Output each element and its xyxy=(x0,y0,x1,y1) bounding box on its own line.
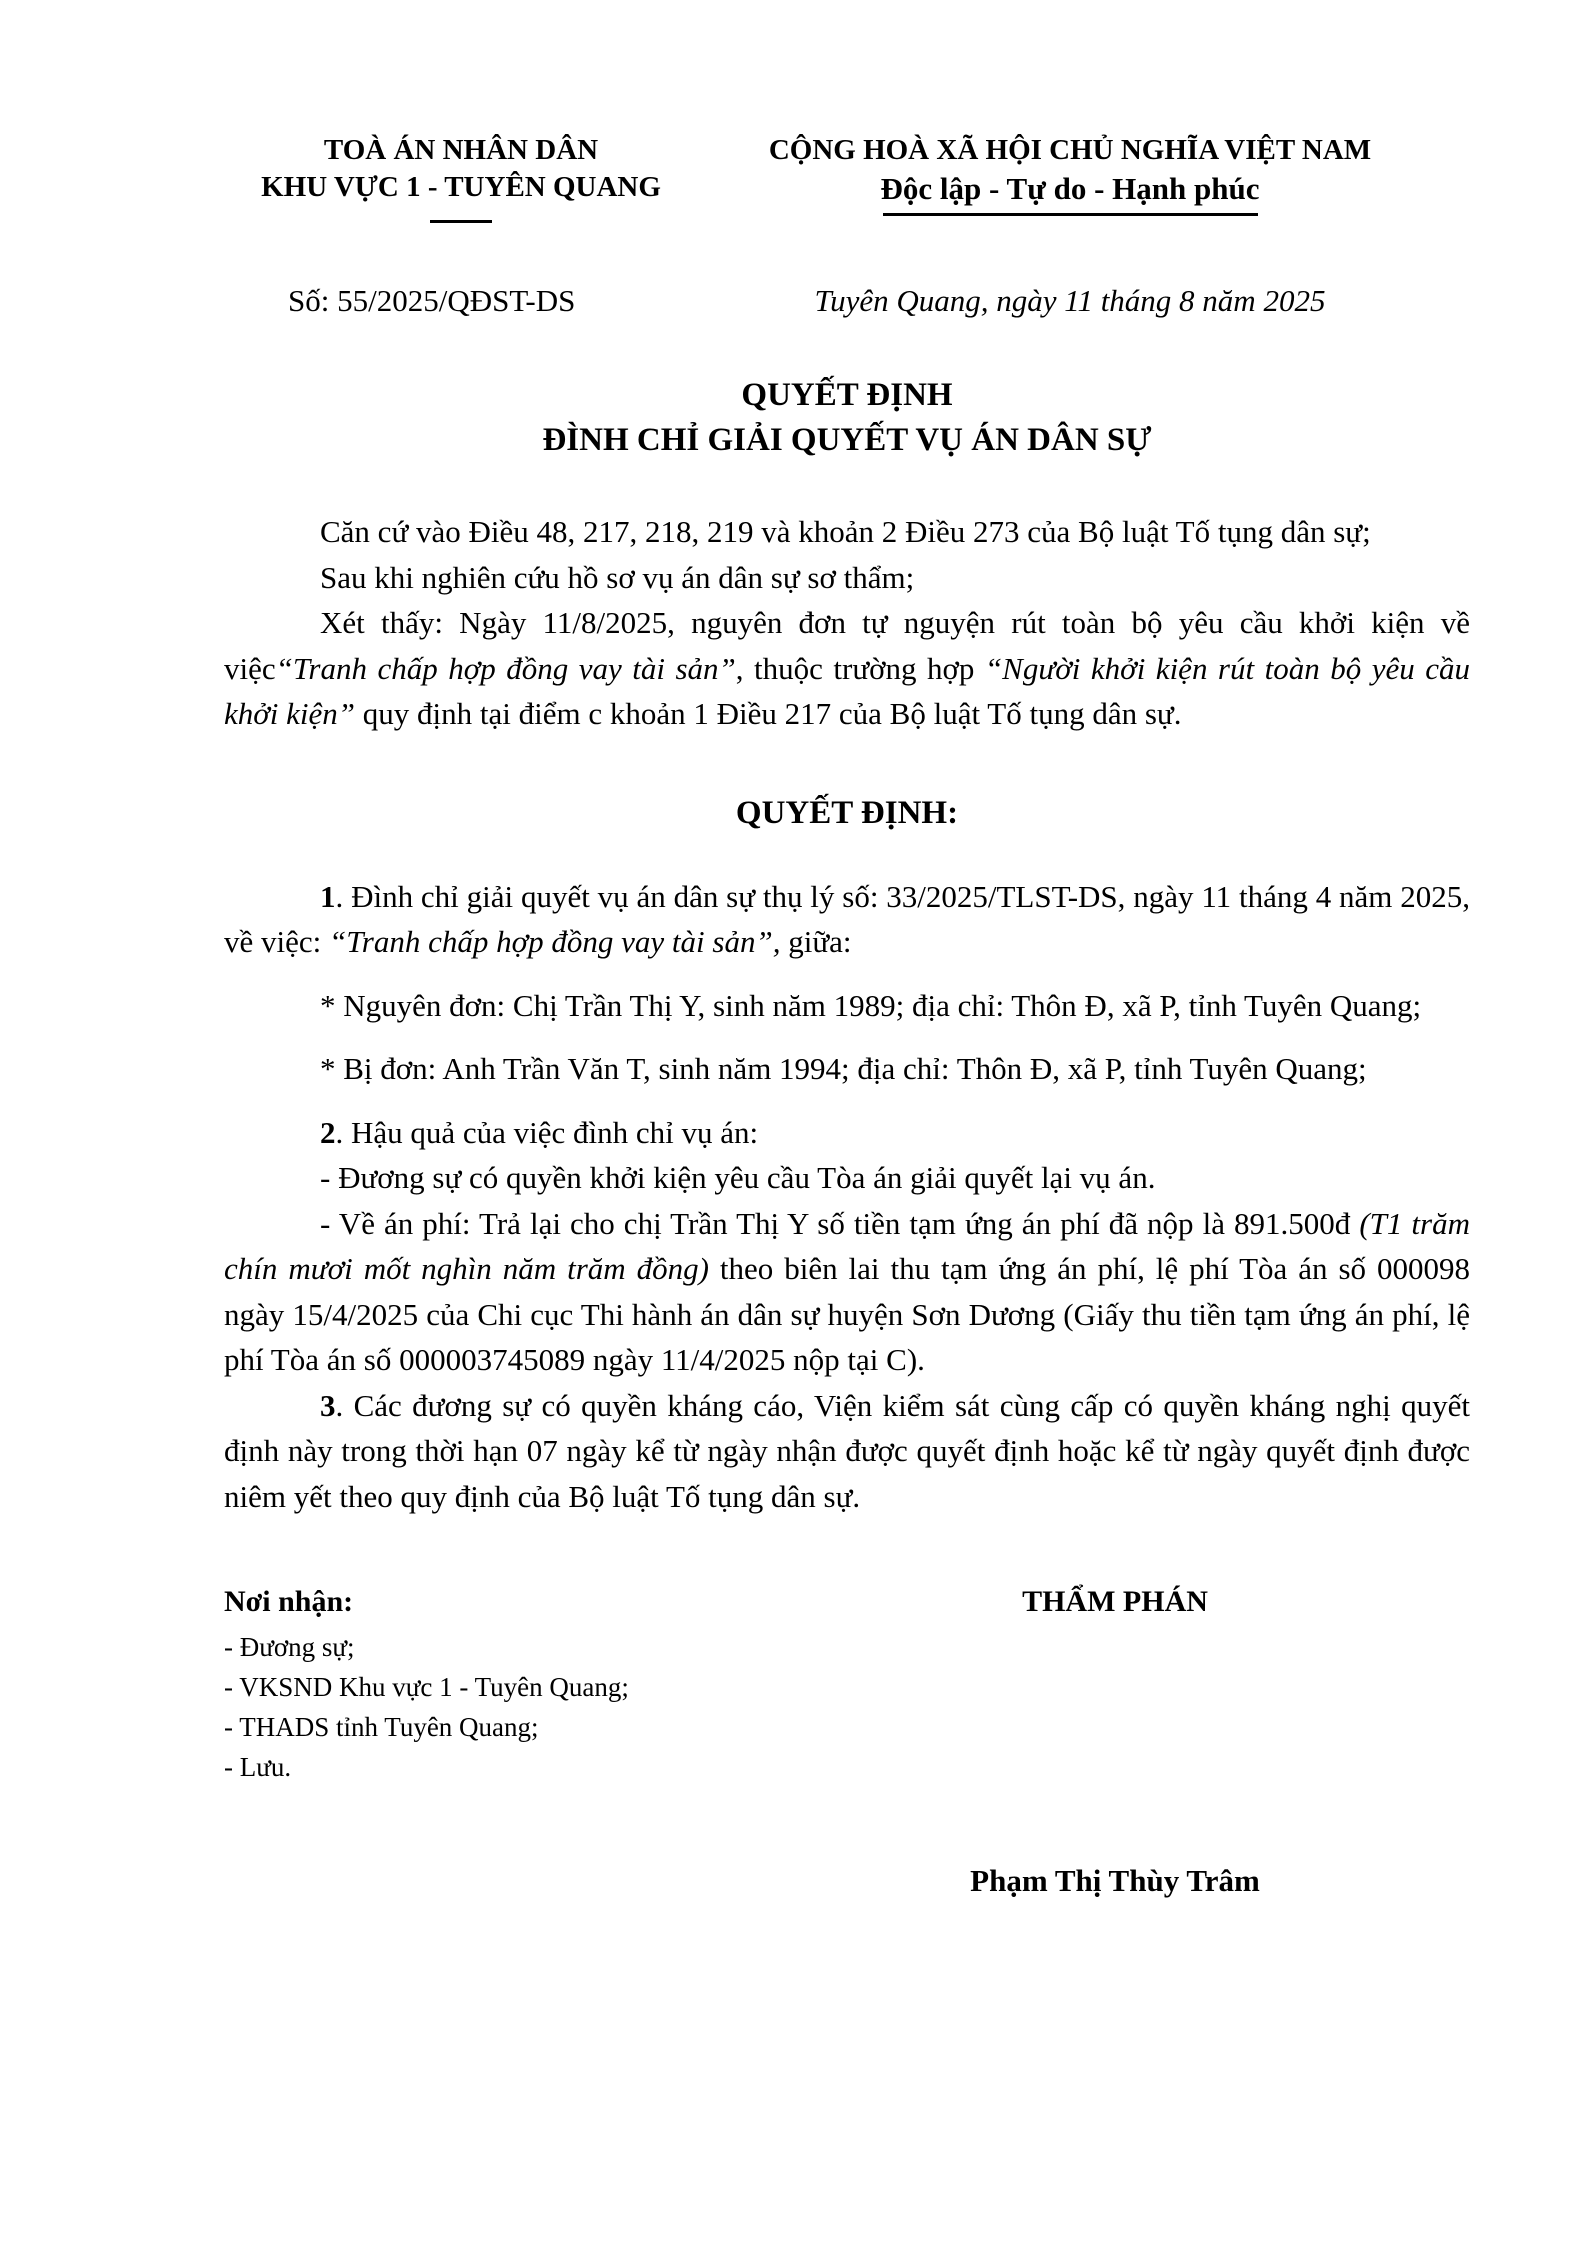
document-title-line2: ĐÌNH CHỈ GIẢI QUYẾT VỤ ÁN DÂN SỰ xyxy=(542,422,1152,458)
national-motto: Độc lập - Tự do - Hạnh phúc xyxy=(880,171,1260,206)
recipient-item: - Đương sự; xyxy=(224,1632,355,1662)
national-motto-block xyxy=(698,132,1442,216)
recipient-item: - THADS tỉnh Tuyên Quang; xyxy=(224,1712,539,1742)
signature-block xyxy=(743,1583,1487,1899)
paragraph: Căn cứ vào Điều 48, 217, 218, 219 và khoản 2 Điều 273 của Bộ luật Tố tụng dân sự; xyxy=(320,514,1371,549)
recipient-item: - Lưu. xyxy=(224,1752,292,1782)
document-footer xyxy=(224,1583,1470,1898)
document-meta xyxy=(224,281,1470,321)
recipients-label: Nơi nhận: xyxy=(224,1585,354,1618)
paragraph: 1. Đình chỉ giải quyết vụ án dân sự thụ lý số: 33/2025/TLST-DS, ngày 11 tháng 4 năm 2025, về việc: “Tranh chấp hợp đồng vay tài sản”, giữa: xyxy=(224,878,1470,959)
judge-name: Phạm Thị Thùy Trâm xyxy=(970,1863,1260,1898)
judge-title: THẨM PHÁN xyxy=(1022,1585,1208,1618)
paragraph: * Bị đơn: Anh Trần Văn T, sinh năm 1994; địa chỉ: Thôn Đ, xã P, tỉnh Tuyên Quang; xyxy=(320,1051,1367,1086)
decision-heading: QUYẾT ĐỊNH: xyxy=(735,794,959,831)
national-title: CỘNG HOÀ XÃ HỘI CHỦ NGHĨA VIỆT NAM xyxy=(768,134,1372,166)
place-and-date: Tuyên Quang, ngày 11 tháng 8 năm 2025 xyxy=(814,283,1326,318)
document-number: Số: 55/2025/QĐST-DS xyxy=(288,283,576,318)
court-name-line2: KHU VỰC 1 - TUYÊN QUANG xyxy=(261,171,661,203)
decisions-section xyxy=(224,874,1470,1520)
paragraph: - Đương sự có quyền khởi kiện yêu cầu Tòa án giải quyết lại vụ án. xyxy=(320,1160,1156,1195)
paragraph: Sau khi nghiên cứu hồ sơ vụ án dân sự sơ thẩm; xyxy=(320,559,915,595)
court-name-line1: TOÀ ÁN NHÂN DÂN xyxy=(323,134,599,166)
document-title-line1: QUYẾT ĐỊNH xyxy=(741,377,953,413)
paragraph: * Nguyên đơn: Chị Trần Thị Y, sinh năm 1989; địa chỉ: Thôn Đ, xã P, tỉnh Tuyên Quang; xyxy=(320,987,1422,1023)
paragraph: 2. Hậu quả của việc đình chỉ vụ án: xyxy=(320,1114,759,1150)
paragraph: 3. Các đương sự có quyền kháng cáo, Viện kiểm sát cùng cấp có quyền kháng nghị quyết định này trong thời hạn 07 ngày kể từ ngày nhận được quyết định hoặc kể từ ngày quyết định được niêm yết theo quy định của Bộ luật Tố tụng dân sự. xyxy=(224,1387,1470,1514)
recipient-item: - VKSND Khu vực 1 - Tuyên Quang; xyxy=(224,1672,629,1702)
court-office-block xyxy=(224,132,698,223)
header-left-rule xyxy=(430,220,492,223)
paragraph: - Về án phí: Trả lại cho chị Trần Thị Y số tiền tạm ứng án phí đã nộp là 891.500đ (T1 trăm chín mươi mốt nghìn năm trăm đồng) theo biên lai thu tạm ứng án phí, lệ phí Tòa án số 000098 ngày 15/4/2025 của Chi cục Thi hành án dân sự huyện Sơn Dương (Giấy thu tiền tạm ứng án phí, lệ phí Tòa án số 000003745089 ngày 11/4/2025 nộp tại C). xyxy=(224,1205,1470,1377)
document-header xyxy=(224,132,1470,223)
document-title xyxy=(224,373,1470,463)
preamble-section xyxy=(224,509,1470,737)
paragraph: Xét thấy: Ngày 11/8/2025, nguyên đơn tự nguyện rút toàn bộ yêu cầu khởi kiện về việc“Tranh chấp hợp đồng vay tài sản”, thuộc trường hợp “Người khởi kiện rút toàn bộ yêu cầu khởi kiện” quy định tại điểm c khoản 1 Điều 217 của Bộ luật Tố tụng dân sự. xyxy=(224,605,1470,731)
header-right-rule xyxy=(883,213,1258,216)
document-body xyxy=(224,509,1470,1519)
